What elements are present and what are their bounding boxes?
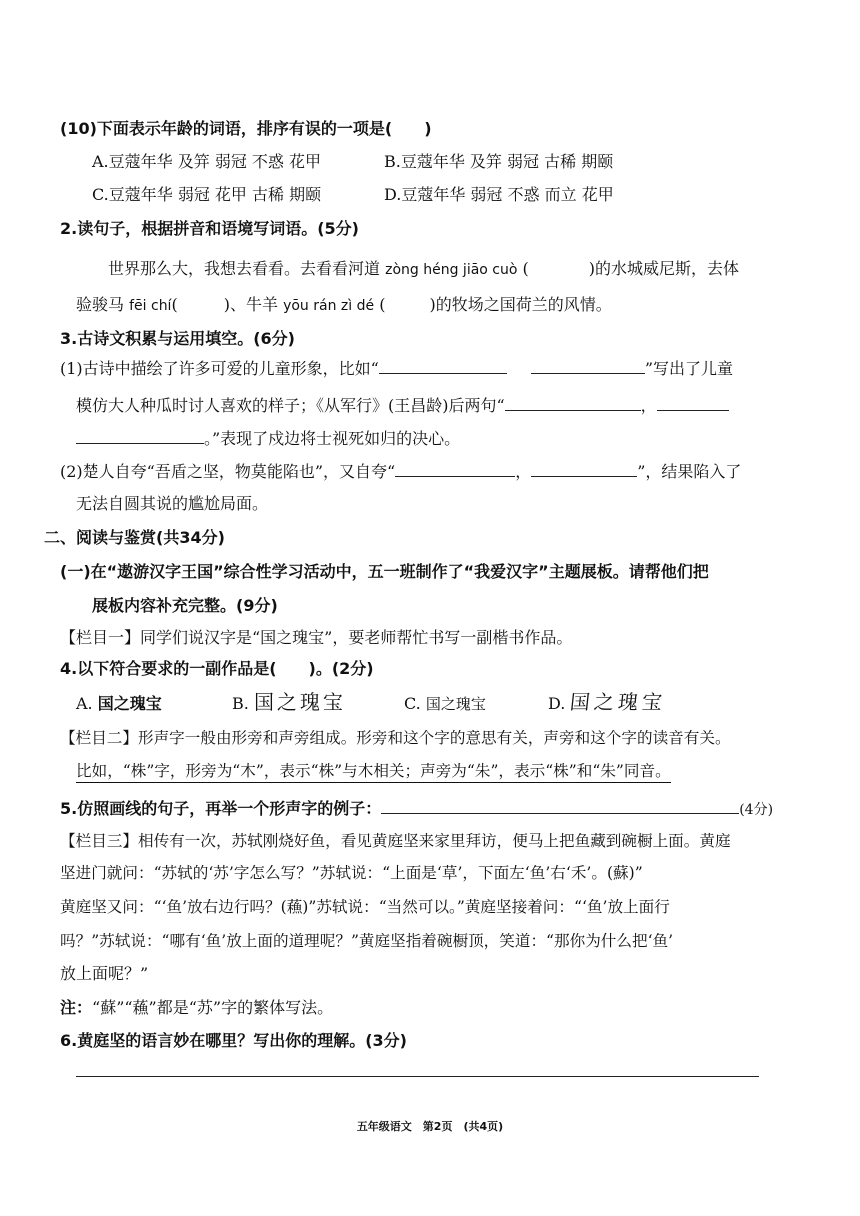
underlined-example: 比如，“株”字，形旁为“木”，表示“株”与木相关；声旁为“朱”，表示“株”和“朱”同音。 (76, 762, 671, 783)
answer-box-3[interactable]: ( ) (379, 295, 436, 314)
q4-text-d: 国之瑰宝 (569, 690, 668, 714)
answer-box-2[interactable]: ( ) (171, 295, 230, 314)
blank-spear-2[interactable] (531, 460, 637, 477)
section2-part1-line2: 展板内容补充完整。(9分) (92, 596, 278, 615)
column3-line5: 放上面呢？” (60, 964, 149, 983)
page-footer: 五年级语文 第2页 (共4页) (356, 1120, 504, 1133)
q5-answer-blank[interactable] (381, 797, 739, 814)
column3-line2: 坚进门就问：“苏轼的‘苏’字怎么写？”苏轼说：“上面是‘草’，下面左‘鱼’右‘禾’。(蘇)” (60, 864, 643, 882)
blank-poem-3[interactable] (505, 394, 641, 411)
q2-line1-text-a: 世界那么大，我想去看看。去看看河道 (108, 259, 381, 278)
q2-line1-text-b: 的水城威尼斯，去体 (595, 259, 740, 278)
section2-title: 二、阅读与鉴赏(共34分) (44, 528, 225, 547)
q4-label-b: B. (232, 694, 249, 713)
q2-title: 2.读句子，根据拼音和语境写词语。(5分) (60, 219, 359, 238)
blank-poem-4a[interactable] (657, 394, 729, 411)
q4-label-c: C. (404, 694, 421, 713)
pinyin-youranzide: yōu rán zì dé (283, 298, 375, 314)
q6-title: 6.黄庭坚的语言妙在哪里？写出你的理解。(3分) (60, 1031, 407, 1050)
q10-option-d: D.豆蔻年华 弱冠 不惑 而立 花甲 (384, 185, 614, 204)
q2-line2-text-b: 、牛羊 (229, 295, 278, 314)
q3-p2-line2: 无法自圆其说的尴尬局面。 (76, 494, 269, 513)
column3-line4: 吗？”苏轼说：“哪有‘鱼’放上面的道理呢？”黄庭坚指着碗橱顶，笑道：“那你为什么把‘鱼’ (60, 932, 674, 950)
q2-line2-text-a: 验骏马 (76, 295, 125, 314)
q4-option-b[interactable] (232, 689, 346, 717)
q5-line (60, 797, 773, 820)
q4-text-c: 国之瑰宝 (425, 695, 486, 713)
q3-title: 3.古诗文积累与运用填空。(6分) (60, 329, 295, 348)
q3-p1-line3 (76, 427, 460, 449)
answer-box-1[interactable]: ( ) (522, 259, 596, 278)
pinyin-feichi: fēi chí (129, 298, 172, 314)
section2-part1-line1: (一)在“遨游汉字王国”综合性学习活动中，五一班制作了“我爱汉字”主题展板。请帮他们把 (60, 562, 709, 581)
q5-title: 5.仿照画线的句子，再举一个形声字的例子： (60, 799, 382, 818)
q3-p1-text: (1)古诗中描绘了许多可爱的儿童形象，比如“ (60, 359, 379, 378)
column3-note (60, 998, 333, 1018)
q3-p2-comma: ， (515, 462, 532, 481)
column3-line1: 【栏目三】相传有一次，苏轼刚烧好鱼，看见黄庭坚来家里拜访，便马上把鱼藏到碗橱上面。黄庭 (60, 832, 731, 850)
q3-p2-text: (2)楚人自夸“吾盾之坚，物莫能陷也”，又自夸“ (60, 462, 396, 481)
q3-p1-line2 (76, 394, 729, 416)
column2-line1: 【栏目二】形声字一般由形旁和声旁组成。形旁和这个字的意思有关，声旁和这个字的读音有关。 (60, 729, 731, 747)
q4-option-d[interactable] (548, 689, 666, 717)
q4-text-a: 国之瑰宝 (97, 694, 162, 713)
q4-title: 4.以下符合要求的一副作品是( )。(2分) (60, 659, 374, 678)
column2-line2 (76, 761, 671, 781)
note-text: “蘇”“蘓”都是“苏”字的繁体写法。 (92, 998, 334, 1017)
q3-p1-text-c: 模仿大人种瓜时讨人喜欢的样子；《从军行》(王昌龄)后两句“ (76, 396, 505, 415)
q4-label-a: A. (76, 694, 93, 713)
blank-spear-1[interactable] (395, 460, 515, 477)
q3-p1-line1 (60, 357, 733, 379)
q3-p1-text-e: 。”表现了戍边将士视死如归的决心。 (204, 429, 461, 448)
q3-p1-text-b: ”写出了儿童 (644, 359, 734, 378)
q10-option-c: C.豆蔻年华 弱冠 花甲 古稀 期颐 (92, 185, 322, 204)
column3-line3: 黄庭坚又问：“‘鱼’放右边行吗？(蘓)”苏轼说：“当然可以。”黄庭坚接着问：“‘鱼’放上面行 (60, 898, 670, 916)
q10-option-a: A.豆蔻年华 及笄 弱冠 不惑 花甲 (92, 152, 321, 171)
q3-p2-line1 (60, 460, 741, 482)
q4-option-a[interactable] (76, 691, 162, 717)
q4-text-b: 国之瑰宝 (253, 690, 346, 714)
q4-option-c[interactable] (404, 691, 486, 717)
q3-p2-text-c: ”，结果陷入了 (637, 462, 742, 481)
q10-option-b: B.豆蔻年华 及笄 弱冠 古稀 期颐 (384, 152, 614, 171)
blank-poem-2[interactable] (531, 357, 645, 374)
q3-p1-comma: ， (640, 396, 657, 415)
blank-poem-4b[interactable] (76, 427, 204, 444)
q2-line2 (76, 295, 612, 316)
column1-text: 【栏目一】同学们说汉字是“国之瑰宝”，要老师帮忙书写一副楷书作品。 (60, 628, 573, 647)
q2-line1 (108, 259, 739, 280)
q5-score: (4分) (739, 802, 774, 818)
q6-answer-line[interactable] (76, 1076, 759, 1077)
q10-stem: (10)下面表示年龄的词语，排序有误的一项是( ) (60, 119, 432, 138)
note-prefix: 注： (60, 998, 93, 1017)
blank-poem-1[interactable] (379, 357, 507, 374)
q2-line2-text-c: 的牧场之国荷兰的风情。 (435, 295, 612, 314)
q4-label-d: D. (548, 694, 566, 713)
pinyin-zongheng: zòng héng jiāo cuò (385, 262, 518, 278)
